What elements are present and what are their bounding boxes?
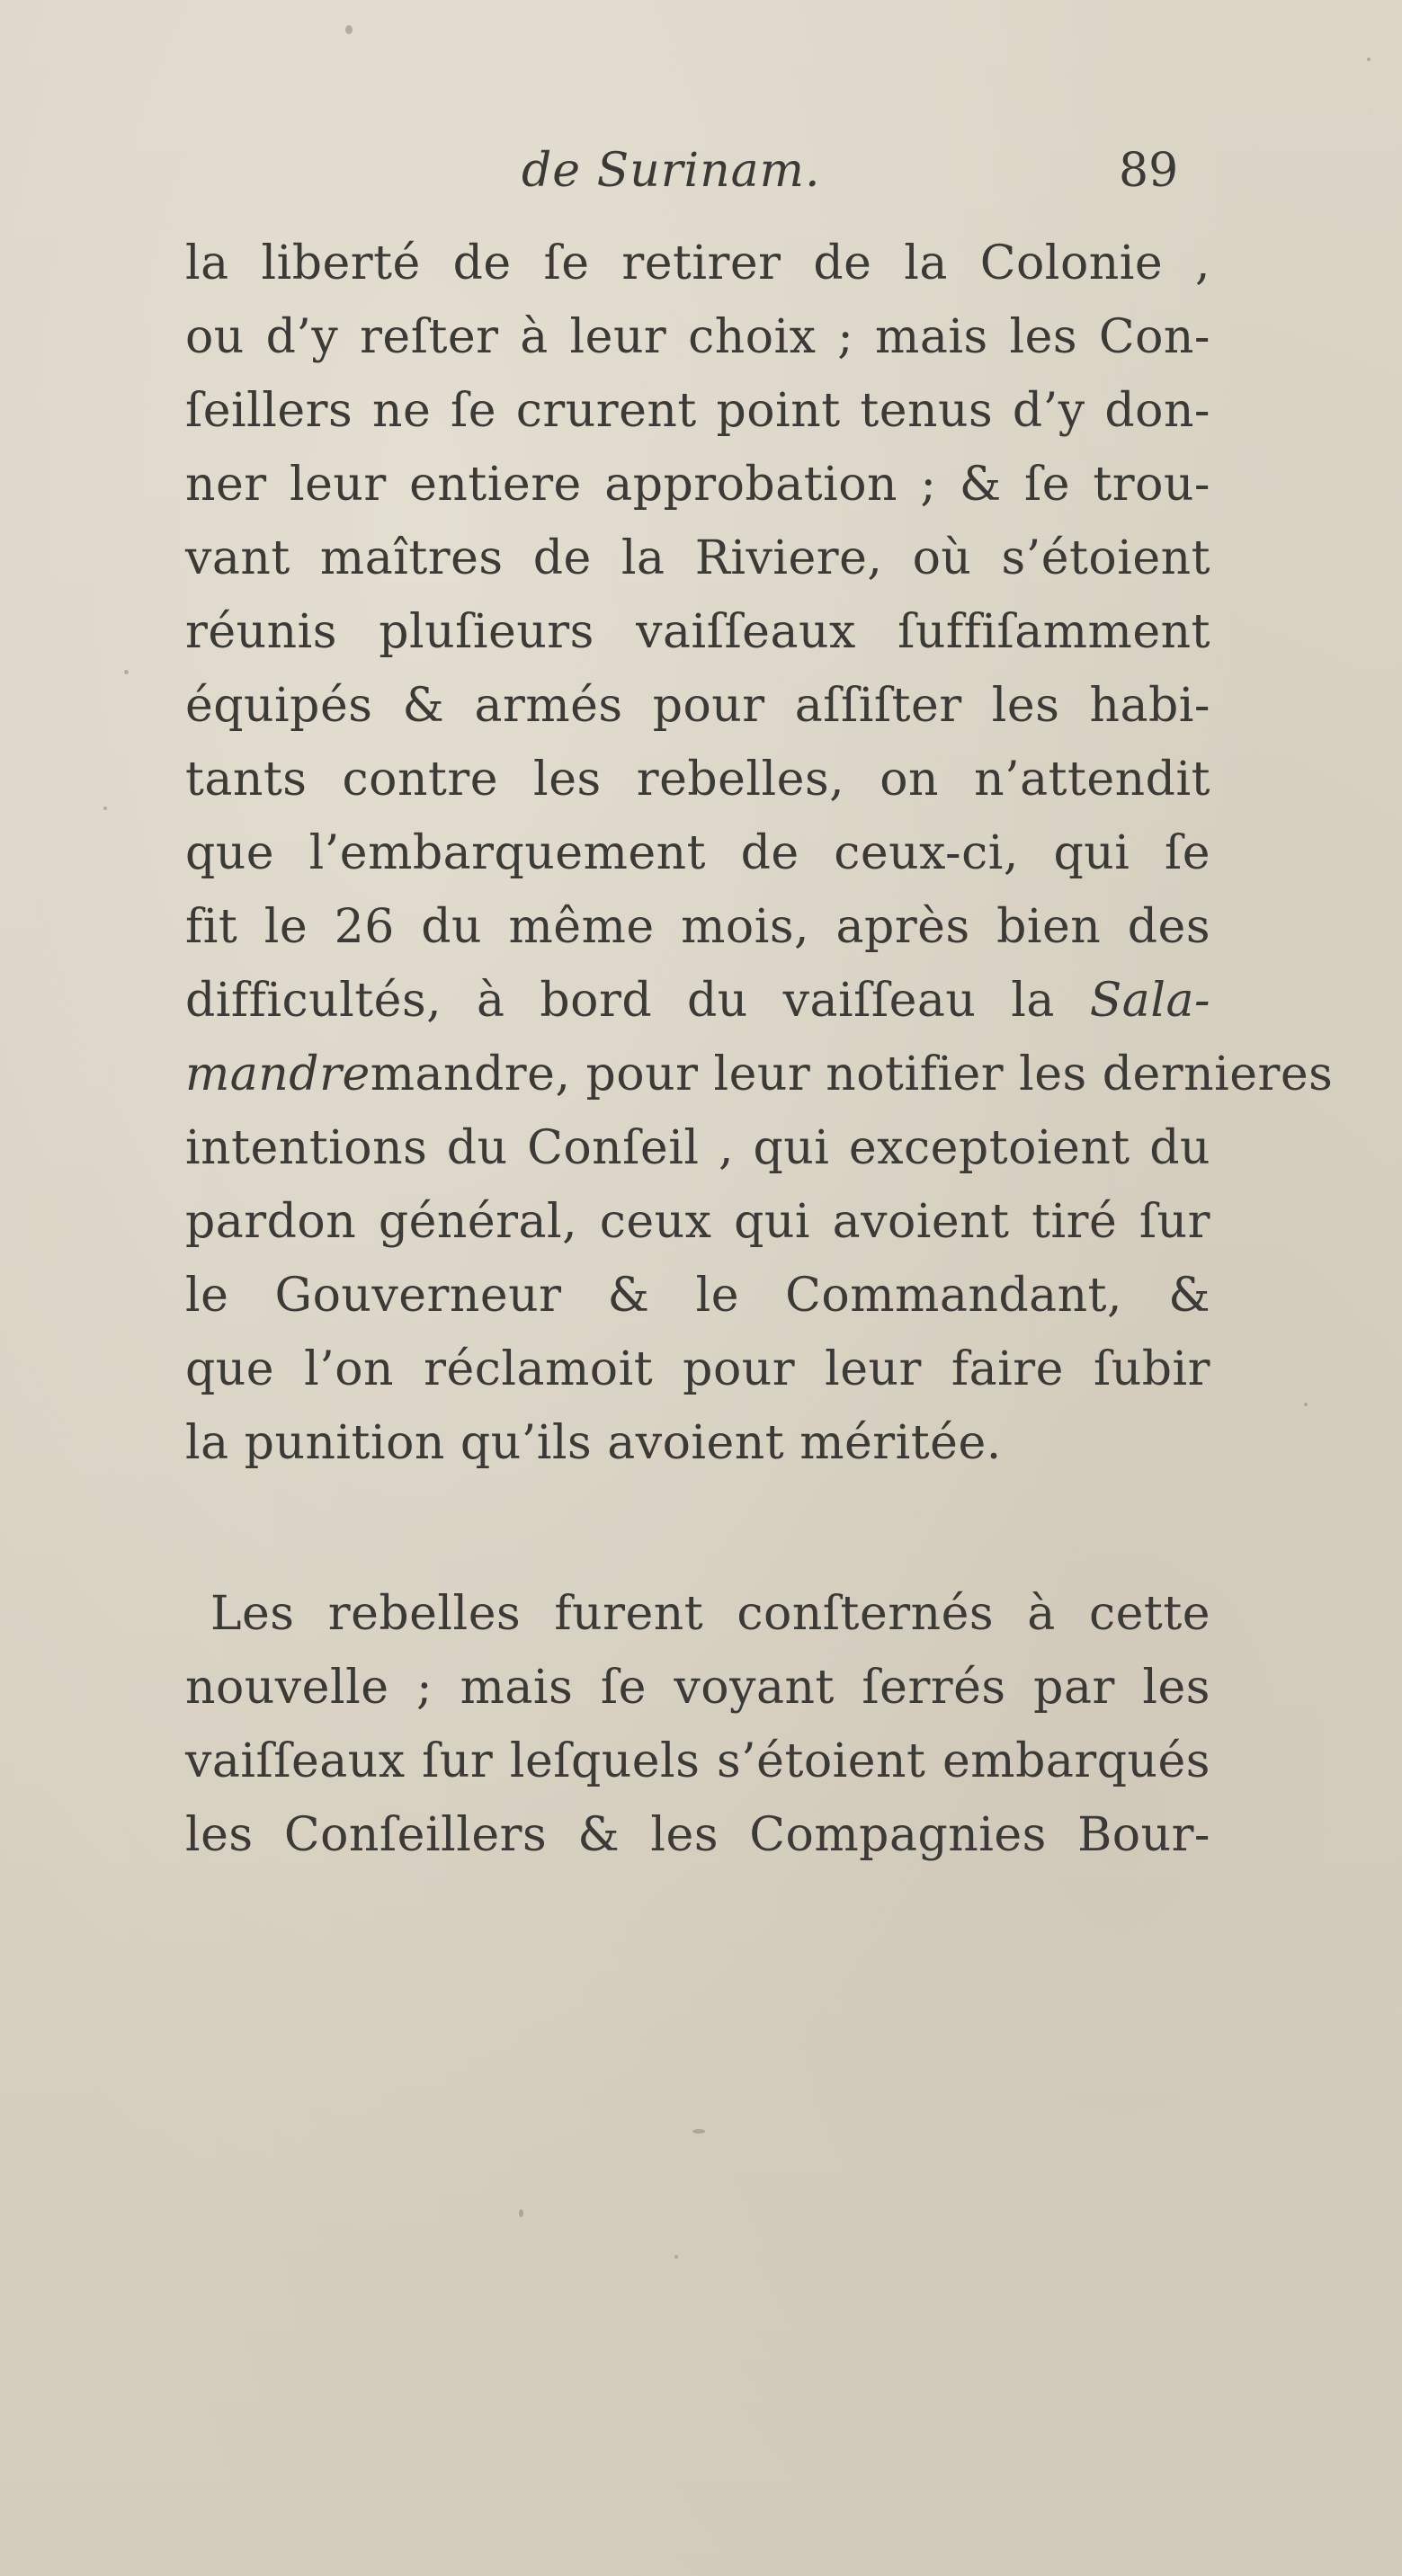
page-header [0,144,1402,225]
text-line: que l’on réclamoit pour leur faire ſubir [185,1342,1210,1396]
text-line: équipés & armés pour aſſiſter les habi- [185,679,1210,733]
page-number: 89 [1119,144,1179,198]
text-line: la punition qu’ils avoient méritée. [185,1416,1002,1470]
text-line: fit le 26 du même mois, après bien des [185,900,1210,954]
text-line: tants contre les rebelles, on n’attendit [185,753,1210,807]
text-line-with-italic [185,964,1210,1038]
text-line: nouvelle ; mais ſe voyant ſerrés par les [185,1661,1210,1715]
paper-speck [519,2209,523,2217]
italic-ship-name-part-2: mandre [185,1047,371,1101]
text-line: réunis pluſieurs vaiſſeaux ſuffiſamment [185,605,1210,659]
paper-speck [1304,1403,1308,1406]
text-line: que l’embarquement de ceux-ci, qui ſe [185,826,1210,880]
text-line: ner leur entiere approbation ; & ſe trou- [185,458,1210,512]
paper-speck [692,2129,705,2134]
paper-speck [674,2255,678,2259]
paper-speck [124,670,129,674]
text-line: pardon général, ceux qui avoient tiré ſur [185,1195,1210,1249]
paragraph-2 [185,1577,1210,1872]
text-line-rest: mandre, pour leur notifier les dernieres [370,1047,1334,1101]
text-line: vant maîtres de la Riviere, où s’étoient [185,531,1210,585]
text-line: ou d’y reſter à leur choix ; mais les Con- [185,310,1210,364]
paper-speck [1367,58,1371,61]
text-line: Les rebelles furent conſternés à cette [210,1587,1210,1641]
body-text [185,227,1334,1872]
text-line: le Gouverneur & le Commandant, & [185,1269,1210,1323]
text-line-start: difficultés, à bord du vaiſſeau la [185,974,1055,1028]
text-line: intentions du Conſeil , qui exceptoient du [185,1121,1210,1175]
text-line: vaiſſeaux ſur leſquels s’étoient embarqués [185,1734,1210,1788]
text-line-with-italic [185,1038,1334,1111]
italic-ship-name-part-1: Sala- [1089,974,1211,1028]
paragraph-gap [185,1480,1210,1577]
text-line: les Conſeillers & les Compagnies Bour- [185,1808,1210,1862]
text-line: la liberté de ſe retirer de la Colonie , [185,236,1210,290]
paper-speck [103,807,107,810]
text-line: ſeillers ne ſe crurent point tenus d’y don- [185,384,1210,438]
paper-speck [345,25,353,34]
paragraph-1 [185,227,1334,1480]
running-title: de Surinam. [522,144,821,198]
